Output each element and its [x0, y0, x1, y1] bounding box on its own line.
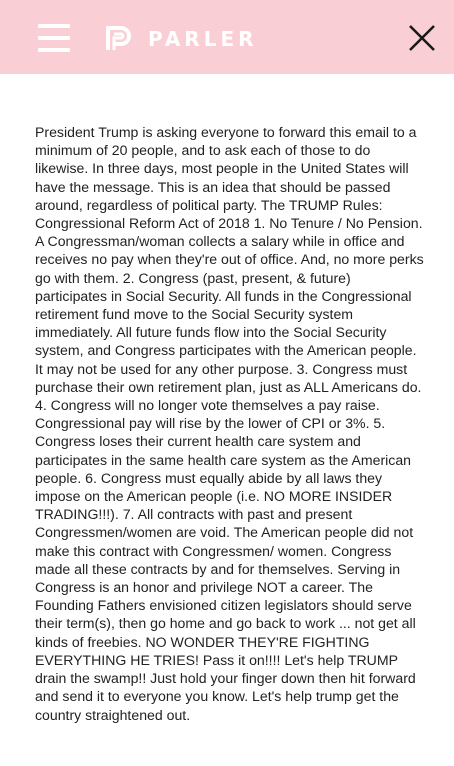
close-x-icon[interactable]: [404, 20, 440, 56]
post-body-text: President Trump is asking everyone to forward this email to a minimum of 20 people, and to ask each of those to do likewise. In three days, most people in the United States will have the message. This is an idea that should be passed around, regardless of political party. The TRUMP Rules: Congressional Reform Act of 2018 1. No Tenure / No Pension. A Congressman/woman collects a salary while in office and receives no pay when they're out of office. And, no more perks go with them. 2. Congress (past, present, & future) participates in Social Security. All funds in the Congressional retirement fund move to the Social Security system immediately. All future funds flow into the Social Security system, and Congress participates with the American people. It may not be used for any other purpose. 3. Congress must purchase their own retirement plan, just as ALL Americans do. 4. Congress will no longer vote themselves a pay raise. Congressional pay will rise by the lower of CPI or 3%. 5. Congress loses their current health care system and participates in the same health care system as the American people. 6. Congress must equally abide by all laws they impose on the American people (i.e. NO MORE INSIDER TRADING!!!). 7. All contracts with past and present Congressmen/women are void. The American people did not make this contract with Congressmen/ women. Congress made all these contracts by and for themselves. Serving in Congress is an honor and privilege NOT a career. The Founding Fathers envisioned citizen legislators should serve their term(s), then go home and go back to work ... not get all kinds of freebies. NO WONDER THEY'RE FIGHTING EVERYTHING HE TRIES! Pass it on!!!! Let's help TRUMP drain the swamp!! Just hold your finger down then hit forward and send it to everyone you know. Let's help trump get the country straightened out.: [35, 124, 424, 723]
hamburger-menu-icon[interactable]: [38, 24, 70, 52]
top-bar: [0, 0, 454, 74]
menu-line: [38, 24, 70, 28]
menu-line: [38, 36, 70, 40]
parler-brand[interactable]: [106, 26, 258, 52]
menu-line: [38, 48, 70, 52]
brand-name: PARLER: [148, 27, 258, 51]
parler-p-logo-icon: [106, 26, 134, 52]
